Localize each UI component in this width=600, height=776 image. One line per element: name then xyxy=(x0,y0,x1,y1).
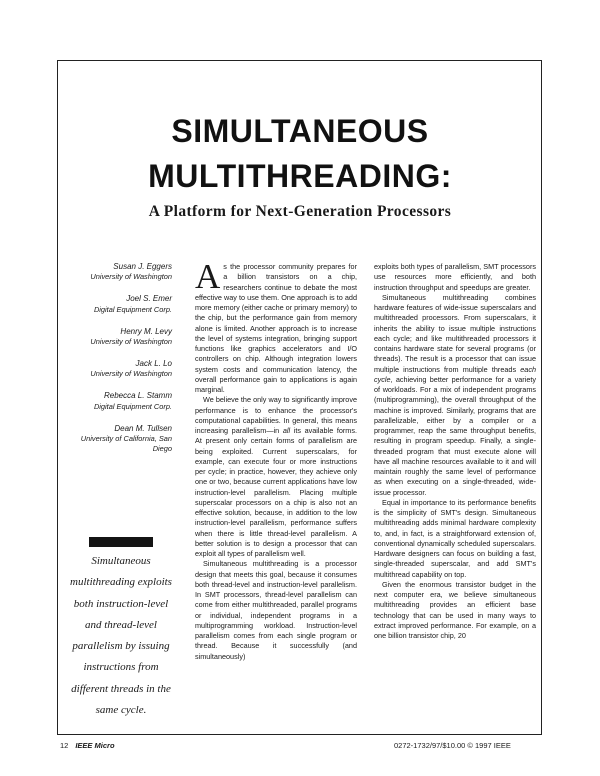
paragraph xyxy=(374,293,536,498)
author-affiliation: University of California, San Diego xyxy=(80,433,172,454)
author-name: Henry M. Levy xyxy=(120,326,172,336)
emphasis: all xyxy=(282,426,291,435)
title-line-2: MULTITHREADING: xyxy=(148,158,452,194)
paragraph-text: Simultaneous multithreading is a processor design that meets this goal, because it consumes both thread-level and instruction-level parallelism. In SMT processors, thread-level parallelism can come from either multithreaded, parallel programs or individual, independent programs in a multiprogramming workload. Instruction-level parallelism comes from each single program or thread. Because it successfully (and simultaneously) xyxy=(195,559,357,661)
paragraph xyxy=(374,498,536,580)
paragraph-text: s the processor community prepares for a billion transistors on a chip, researchers continue to debate the most effective way to use them. One approach is to add more memory (either cache or primary memory) to the chip, but the performance gain from memory alone is limited. Another approach is to increase the level of systems integration, bringing support functions like graphics accelerators and I/O controllers on chip. Although integration lowers system costs and communication latency, the overall performance gain to applications is again marginal. xyxy=(195,262,357,394)
author xyxy=(62,294,172,315)
title-line-1: SIMULTANEOUS xyxy=(171,113,429,149)
paragraph xyxy=(195,395,357,559)
paragraph-text: Given the enormous transistor budget in the next computer era, we believe simultaneous multithreading provides an efficient base technology that can be used in many ways to extract improved performance. For example, on a one billion transistor chip, 20 xyxy=(374,579,536,640)
paragraph xyxy=(374,262,536,293)
author xyxy=(62,359,172,380)
author xyxy=(62,262,172,283)
author-affiliation: University of Washington xyxy=(90,337,172,347)
page-number: 12 xyxy=(60,741,69,750)
pullquote: Simultaneous multithreading exploits both instruction-level and thread-level parallelism by issuing instructions from different threads in the same cycle. xyxy=(70,555,172,717)
author-affiliation: University of Washington xyxy=(90,369,172,379)
author-affiliation: Digital Equipment Corp. xyxy=(93,304,172,314)
author-name: Jack L. Lo xyxy=(135,358,172,368)
paragraph xyxy=(195,559,357,662)
paragraph-text: exploits both types of parallelism, SMT processors use resources more efficiently, and both instruction throughput and speedups are greater. xyxy=(374,262,536,292)
paragraph-text: Equal in importance to its performance benefits is the simplicity of SMT's design. Simultaneous multithreading adds minimal hardware complexity to, and, in fact, is a straightforward extension of, conventional dynamically scheduled superscalars. Hardware designers can focus on building a fast, single-threaded superscalar, and add SMT's multithread capability on top. xyxy=(374,497,536,579)
body-column-1 xyxy=(195,257,357,662)
subtitle: A Platform for Next-Generation Processors xyxy=(148,203,452,220)
pullquote-bar xyxy=(89,537,153,547)
drop-cap: A xyxy=(195,257,221,296)
paragraph-text: Simultaneous multithreading combines hardware features of wide-issue superscalars and multithreaded processors. From superscalars, it inherits the ability to issue multiple instructions each cycle; and like multithreaded processors it contains hardware state for several programs (or threads). The result is a processor that can issue multiple instructions from multiple threads xyxy=(374,292,536,374)
paragraph-text: We believe the only way to significantly improve performance is to enhance the processor's computational capabilities. In general, this means increasing parallelism—in xyxy=(195,395,357,435)
body-column-2 xyxy=(374,262,536,641)
author-affiliation: University of Washington xyxy=(90,272,172,282)
footer-left xyxy=(60,741,115,750)
paragraph-text: , achieving better performance for a variety of workloads. For a mix of independent programs (multiprogramming), the overall throughput of the machine is improved. Similarly, programs that are parallelizable, either by a compiler or a programmer, reap the same throughput benefits, resulting in program speedup. Finally, a single-threaded program that must execute alone will have all machine resources available to it and will maintain roughly the same level of performance as when executing on a single-threaded, wide-issue processor. xyxy=(374,374,536,497)
author-name: Dean M. Tullsen xyxy=(114,423,172,433)
paragraph xyxy=(374,580,536,642)
author-name: Susan J. Eggers xyxy=(113,262,172,271)
paragraph xyxy=(195,257,357,395)
copyright-line: 0272-1732/97/$10.00 © 1997 IEEE xyxy=(394,741,511,750)
author-list xyxy=(62,262,172,466)
paragraph-text: its available forms. At present only certain forms of parallelism are being exploited. Current superscalars, for example, can execute four or more instructions per cycle; in practice, however, they achieve only one or two, because current applications have low instruction-level parallelism. Placing multiple superscalar processors on a chip is also not an effective solution, because, in addition to the low instruction-level parallelism, performance suffers when there is little thread-level parallelism. A better solution is to design a processor that can exploit all types of parallelism well. xyxy=(195,426,357,558)
author xyxy=(62,327,172,348)
author-name: Joel S. Emer xyxy=(126,294,172,304)
emphasis: each cycle xyxy=(374,364,536,384)
magazine-name: IEEE Micro xyxy=(75,741,115,750)
author-affiliation: Digital Equipment Corp. xyxy=(93,401,172,411)
author xyxy=(62,424,172,455)
author-name: Rebecca L. Stamm xyxy=(103,391,172,401)
author xyxy=(62,391,172,412)
